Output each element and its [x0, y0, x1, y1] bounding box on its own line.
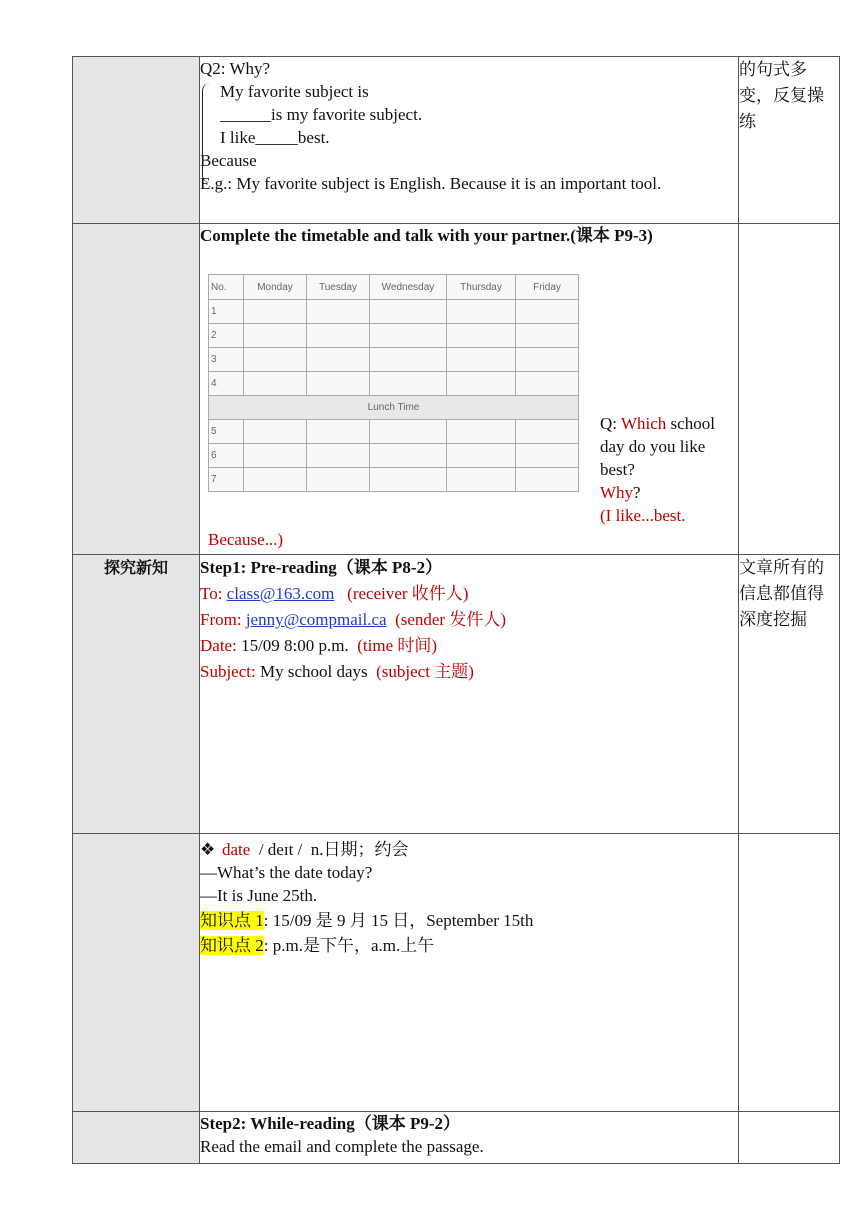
sentence-option-3: I like_____best. [220, 128, 330, 147]
row-vocabulary-content [200, 834, 739, 1112]
timetable-header-no: No. [209, 275, 244, 300]
knowledge-point-1-label: 知识点 1 [200, 911, 264, 930]
timetable-header-tuesday: Tuesday [307, 275, 370, 300]
row-q2-note: 的句式多变，反复操练 [739, 57, 840, 224]
row-vocabulary-note [739, 834, 840, 1112]
timetable-header-wednesday: Wednesday [370, 275, 447, 300]
timetable-row [209, 348, 579, 372]
from-label: From: [200, 610, 242, 629]
row-pre-reading [73, 555, 840, 834]
row-while-reading-label-cell [73, 1112, 200, 1164]
timetable-heading: Complete the timetable and talk with your partner.(课本 P9-3) [200, 226, 653, 245]
timetable-header-thursday: Thursday [447, 275, 516, 300]
q-prefix: Q: [600, 414, 621, 433]
q2-title: Q2: Why? [200, 59, 271, 78]
vocab-entry [200, 838, 738, 861]
row-q2-content [200, 57, 739, 224]
q-why: Why [600, 483, 634, 502]
timetable-row [209, 372, 579, 396]
because-text: Because [200, 151, 257, 170]
knowledge-point-2-label: 知识点 2 [200, 936, 264, 955]
email-to-line [200, 581, 738, 607]
timetable-row [209, 324, 579, 348]
dialog-line-2: —It is June 25th. [200, 886, 318, 905]
timetable-row [209, 468, 579, 492]
q-which: Which [620, 414, 667, 433]
row-pre-reading-note: 文章所有的信息都值得深度挖掘 [739, 555, 840, 834]
period-number: 7 [209, 468, 244, 492]
timetable-image [208, 274, 579, 492]
subject-note: (subject 主题) [376, 662, 474, 681]
timetable-row [209, 444, 579, 468]
q-why-mark: ? [633, 483, 641, 502]
date-label: Date: [200, 636, 237, 655]
subject-value: My school days [259, 662, 368, 681]
sentence-option-1: My favorite subject is [220, 82, 369, 101]
period-number: 6 [209, 444, 244, 468]
knowledge-point-2-text: : p.m.是下午，a.m.上午 [263, 936, 435, 955]
period-number: 3 [209, 348, 244, 372]
to-note: (receiver 收件人) [347, 584, 469, 603]
brace-icon [202, 83, 215, 183]
row-timetable-note [739, 224, 840, 555]
from-email-link[interactable]: jenny@compmail.ca [245, 610, 387, 629]
row-timetable-label-cell [73, 224, 200, 555]
timetable-row [209, 300, 579, 324]
timetable-question [600, 412, 732, 527]
to-label: To: [200, 584, 223, 603]
dialog-line-1: —What’s the date today? [200, 863, 373, 882]
row-while-reading-note [739, 1112, 840, 1164]
timetable-header-friday: Friday [516, 275, 579, 300]
knowledge-point-1 [200, 909, 738, 932]
row-while-reading-content [200, 1112, 739, 1164]
date-value: 15/09 8:00 p.m. [241, 636, 349, 655]
sentence-option-2: ______is my favorite subject. [220, 105, 423, 124]
vocab-word: date [222, 840, 251, 859]
vocab-phonetic: / deɪt / [258, 840, 303, 859]
diamond-bullet-icon: ❖ [200, 840, 216, 859]
vocab-meaning: n.日期；约会 [310, 840, 409, 859]
row-q2 [73, 57, 840, 224]
from-note: (sender 发件人) [395, 610, 507, 629]
email-date-line [200, 633, 738, 659]
row-timetable [73, 224, 840, 555]
email-from-line [200, 607, 738, 633]
email-subject-line [200, 659, 738, 685]
example-sentence: E.g.: My favorite subject is English. Because it is an important tool. [200, 174, 662, 193]
timetable-header-row [209, 275, 579, 300]
row-pre-reading-content [200, 555, 739, 834]
to-email-link[interactable]: class@163.com [226, 584, 335, 603]
timetable [208, 274, 579, 492]
period-number: 2 [209, 324, 244, 348]
timetable-lunch-row [209, 396, 579, 420]
period-number: 5 [209, 420, 244, 444]
date-note: (time 时间) [357, 636, 438, 655]
lunch-time-label: Lunch Time [209, 396, 579, 420]
timetable-header-monday: Monday [244, 275, 307, 300]
q-hint: (I like...best. [600, 506, 686, 525]
row-timetable-content [200, 224, 739, 555]
timetable-row [209, 420, 579, 444]
row-q2-label-cell [73, 57, 200, 224]
lesson-plan-table [72, 56, 840, 1164]
q-rest: school day do you like best? [600, 414, 715, 479]
period-number: 1 [209, 300, 244, 324]
section-label: 探究新知 [73, 555, 200, 834]
step1-heading: Step1: Pre-reading（课本 P8-2） [200, 558, 443, 577]
row-vocabulary [73, 834, 840, 1112]
subject-label: Subject: [200, 662, 256, 681]
because-hint: Because...) [208, 530, 284, 549]
row-while-reading [73, 1112, 840, 1164]
row-vocabulary-label-cell [73, 834, 200, 1112]
knowledge-point-2 [200, 934, 738, 957]
knowledge-point-1-text: : 15/09 是 9 月 15 日，September 15th [263, 911, 534, 930]
period-number: 4 [209, 372, 244, 396]
step2-instruction: Read the email and complete the passage. [200, 1137, 484, 1156]
step2-heading: Step2: While-reading（课本 P9-2） [200, 1114, 461, 1133]
